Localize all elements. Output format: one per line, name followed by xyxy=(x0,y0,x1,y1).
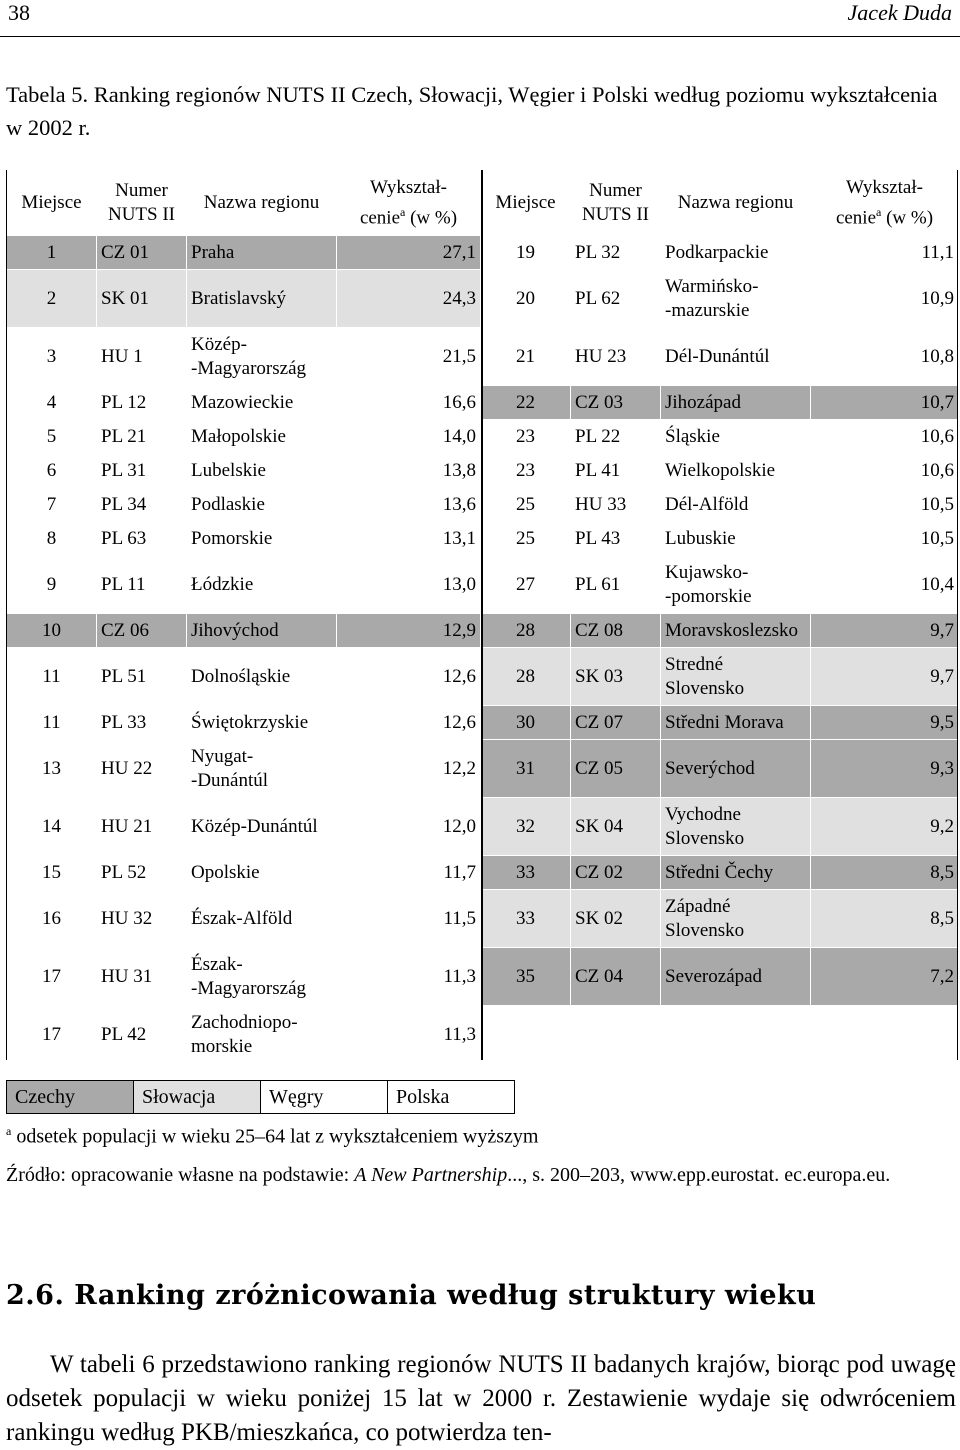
header-miejsce-2: Miejsce xyxy=(481,171,571,236)
cell-nuts-code: SK 03 xyxy=(571,648,661,706)
legend-slowacja: Słowacja xyxy=(134,1081,261,1113)
cell-education-pct: 10,8 xyxy=(811,328,959,386)
cell-education-pct: 10,5 xyxy=(811,488,959,522)
cell-nuts-code: HU 21 xyxy=(97,798,187,856)
cell-rank: 6 xyxy=(7,454,97,488)
table-row xyxy=(7,798,959,856)
cell-region-name: Stredné Slovensko xyxy=(661,648,811,706)
cell-region-name: Západné Slovensko xyxy=(661,890,811,948)
cell-region-name: Severozápad xyxy=(661,948,811,1006)
cell-education-pct: 11,7 xyxy=(337,856,481,890)
cell-rank: 9 xyxy=(7,556,97,614)
header-wyk-line2b: (w %) xyxy=(405,207,458,229)
table-row xyxy=(7,948,959,1006)
table-row xyxy=(7,270,959,328)
cell-nuts-code: PL 42 xyxy=(97,1006,187,1064)
cell-education-pct: 21,5 xyxy=(337,328,481,386)
cell-region-name: Středni Morava xyxy=(661,706,811,740)
cell-education-pct: 14,0 xyxy=(337,420,481,454)
table-row xyxy=(7,740,959,798)
cell-rank: 21 xyxy=(481,328,571,386)
cell-region-name: Bratislavský xyxy=(187,270,337,328)
cell-region-name: Mazowieckie xyxy=(187,386,337,420)
cell-region-name: Jihozápad xyxy=(661,386,811,420)
header-wyk2-line1: Wykształ- xyxy=(846,176,923,198)
cell-nuts-code: PL 62 xyxy=(571,270,661,328)
cell-region-name: Středni Čechy xyxy=(661,856,811,890)
cell-education-pct: 11,3 xyxy=(337,1006,481,1064)
cell-nuts-code: PL 41 xyxy=(571,454,661,488)
cell-education-pct: 16,6 xyxy=(337,386,481,420)
source-prefix: Źródło: opracowanie własne na podstawie: xyxy=(6,1164,355,1186)
cell-nuts-code: PL 61 xyxy=(571,556,661,614)
cell-region-name: Małopolskie xyxy=(187,420,337,454)
cell-education-pct: 13,1 xyxy=(337,522,481,556)
cell-region-name: Moravskoslezsko xyxy=(661,614,811,648)
cell-rank: 14 xyxy=(7,798,97,856)
cell-education-pct: 9,3 xyxy=(811,740,959,798)
table-row xyxy=(7,236,959,270)
cell-education-pct: 13,6 xyxy=(337,488,481,522)
cell-nuts-code: HU 1 xyxy=(97,328,187,386)
cell-rank: 23 xyxy=(481,420,571,454)
cell-region-name: Vychodne Slovensko xyxy=(661,798,811,856)
header-numer-line2: NUTS II xyxy=(107,204,176,225)
cell-education-pct: 27,1 xyxy=(337,236,481,270)
cell-nuts-code: PL 12 xyxy=(97,386,187,420)
header-numer-line1: Numer xyxy=(115,180,168,201)
cell-nuts-code: HU 33 xyxy=(571,488,661,522)
cell-region-name: Pomorskie xyxy=(187,522,337,556)
cell-education-pct: 24,3 xyxy=(337,270,481,328)
cell-nuts-code xyxy=(571,1006,661,1064)
cell-rank xyxy=(481,1006,571,1064)
cell-rank: 27 xyxy=(481,556,571,614)
cell-nuts-code: CZ 02 xyxy=(571,856,661,890)
table-row xyxy=(7,1006,959,1064)
cell-rank: 28 xyxy=(481,614,571,648)
table-row xyxy=(7,454,959,488)
table-row xyxy=(7,420,959,454)
cell-education-pct: 12,6 xyxy=(337,706,481,740)
cell-rank: 23 xyxy=(481,454,571,488)
header-numer-2 xyxy=(571,171,661,236)
cell-rank: 25 xyxy=(481,488,571,522)
header-wyk-line1: Wykształ- xyxy=(370,176,447,198)
cell-nuts-code: PL 52 xyxy=(97,856,187,890)
header-numer-2-line1: Numer xyxy=(589,180,642,201)
cell-region-name: Lubelskie xyxy=(187,454,337,488)
table-row xyxy=(7,328,959,386)
cell-region-name: Dél-Dunántúl xyxy=(661,328,811,386)
cell-rank: 16 xyxy=(7,890,97,948)
cell-region-name: Łódzkie xyxy=(187,556,337,614)
cell-region-name: Warmińsko- -mazurskie xyxy=(661,270,811,328)
body-paragraph: W tabeli 6 przedstawiono ranking regionów NUTS II badanych krajów, biorąc pod uwagę odsetek populacji w wieku poniżej 15 lat w 2000 r. Zestawienie wydaje się odwróceniem rankingu według PKB/mieszkańca, co potwierdza ten- xyxy=(6,1351,956,1446)
table-header-row xyxy=(7,171,959,236)
cell-education-pct: 13,0 xyxy=(337,556,481,614)
cell-rank: 17 xyxy=(7,948,97,1006)
cell-region-name xyxy=(661,1006,811,1064)
cell-education-pct: 12,9 xyxy=(337,614,481,648)
cell-nuts-code: PL 34 xyxy=(97,488,187,522)
cell-nuts-code: CZ 07 xyxy=(571,706,661,740)
table-row xyxy=(7,890,959,948)
cell-nuts-code: SK 01 xyxy=(97,270,187,328)
header-wyk-footnote-marker: a xyxy=(400,204,406,219)
cell-education-pct: 8,5 xyxy=(811,856,959,890)
cell-nuts-code: CZ 01 xyxy=(97,236,187,270)
cell-rank: 7 xyxy=(7,488,97,522)
cell-nuts-code: CZ 08 xyxy=(571,614,661,648)
table-row xyxy=(7,556,959,614)
cell-rank: 2 xyxy=(7,270,97,328)
cell-rank: 25 xyxy=(481,522,571,556)
cell-rank: 3 xyxy=(7,328,97,386)
cell-education-pct: 9,7 xyxy=(811,614,959,648)
cell-nuts-code: HU 22 xyxy=(97,740,187,798)
cell-rank: 19 xyxy=(481,236,571,270)
cell-rank: 20 xyxy=(481,270,571,328)
header-numer-2-line2: NUTS II xyxy=(581,204,650,225)
cell-nuts-code: CZ 03 xyxy=(571,386,661,420)
cell-region-name: Opolskie xyxy=(187,856,337,890)
table-row xyxy=(7,648,959,706)
ranking-table xyxy=(6,170,959,1064)
running-header-author: Jacek Duda xyxy=(847,0,952,25)
cell-region-name: Dolnośląskie xyxy=(187,648,337,706)
cell-education-pct: 9,7 xyxy=(811,648,959,706)
header-miejsce: Miejsce xyxy=(7,171,97,236)
table-row xyxy=(7,614,959,648)
cell-education-pct: 10,9 xyxy=(811,270,959,328)
footnote xyxy=(6,1124,538,1149)
cell-education-pct: 12,2 xyxy=(337,740,481,798)
cell-region-name: Közép- -Magyarország xyxy=(187,328,337,386)
cell-rank: 22 xyxy=(481,386,571,420)
cell-nuts-code: CZ 06 xyxy=(97,614,187,648)
cell-nuts-code: HU 32 xyxy=(97,890,187,948)
cell-rank: 10 xyxy=(7,614,97,648)
cell-region-name: Śląskie xyxy=(661,420,811,454)
section-heading: 2.6. Ranking zróżnicowania według struktury wieku xyxy=(6,1280,817,1311)
cell-nuts-code: HU 31 xyxy=(97,948,187,1006)
cell-rank: 17 xyxy=(7,1006,97,1064)
cell-education-pct: 10,5 xyxy=(811,522,959,556)
table-row xyxy=(7,522,959,556)
cell-nuts-code: PL 21 xyxy=(97,420,187,454)
cell-nuts-code: SK 02 xyxy=(571,890,661,948)
cell-education-pct: 12,0 xyxy=(337,798,481,856)
cell-education-pct xyxy=(811,1006,959,1064)
cell-nuts-code: PL 31 xyxy=(97,454,187,488)
cell-nuts-code: PL 63 xyxy=(97,522,187,556)
cell-nuts-code: PL 11 xyxy=(97,556,187,614)
cell-region-name: Észak- -Magyarország xyxy=(187,948,337,1006)
header-numer xyxy=(97,171,187,236)
cell-nuts-code: CZ 04 xyxy=(571,948,661,1006)
header-nazwa: Nazwa regionu xyxy=(187,171,337,236)
cell-region-name: Praha xyxy=(187,236,337,270)
cell-rank: 35 xyxy=(481,948,571,1006)
cell-rank: 33 xyxy=(481,890,571,948)
cell-education-pct: 10,6 xyxy=(811,454,959,488)
cell-rank: 30 xyxy=(481,706,571,740)
cell-region-name: Észak-Alföld xyxy=(187,890,337,948)
cell-rank: 13 xyxy=(7,740,97,798)
table-row xyxy=(7,706,959,740)
legend-czechy: Czechy xyxy=(7,1081,134,1113)
cell-region-name: Közép-Dunántúl xyxy=(187,798,337,856)
legend xyxy=(6,1080,515,1114)
header-wyk2-line2b: (w %) xyxy=(881,207,934,229)
cell-education-pct: 11,1 xyxy=(811,236,959,270)
cell-nuts-code: PL 33 xyxy=(97,706,187,740)
cell-education-pct: 9,2 xyxy=(811,798,959,856)
cell-region-name: Świętokrzyskie xyxy=(187,706,337,740)
cell-rank: 1 xyxy=(7,236,97,270)
cell-rank: 31 xyxy=(481,740,571,798)
cell-education-pct: 12,6 xyxy=(337,648,481,706)
cell-region-name: Zachodniopo- morskie xyxy=(187,1006,337,1064)
cell-education-pct: 7,2 xyxy=(811,948,959,1006)
source-note xyxy=(6,1160,956,1190)
cell-education-pct: 11,3 xyxy=(337,948,481,1006)
cell-rank: 32 xyxy=(481,798,571,856)
cell-education-pct: 11,5 xyxy=(337,890,481,948)
cell-rank: 8 xyxy=(7,522,97,556)
cell-nuts-code: PL 32 xyxy=(571,236,661,270)
header-nazwa-2: Nazwa regionu xyxy=(661,171,811,236)
source-suffix: ..., s. 200–203, www.epp.eurostat. ec.europa.eu. xyxy=(507,1164,891,1186)
cell-rank: 11 xyxy=(7,706,97,740)
cell-rank: 15 xyxy=(7,856,97,890)
header-wyksztalcenie xyxy=(337,171,481,236)
cell-nuts-code: PL 22 xyxy=(571,420,661,454)
cell-education-pct: 10,6 xyxy=(811,420,959,454)
cell-education-pct: 9,5 xyxy=(811,706,959,740)
cell-rank: 28 xyxy=(481,648,571,706)
table-caption: Tabela 5. Ranking regionów NUTS II Czech, Słowacji, Węgier i Polski według poziomu wykształcenia w 2002 r. xyxy=(6,82,938,140)
cell-nuts-code: SK 04 xyxy=(571,798,661,856)
header-rule xyxy=(0,36,960,37)
table-row xyxy=(7,856,959,890)
cell-region-name: Severýchod xyxy=(661,740,811,798)
cell-nuts-code: PL 43 xyxy=(571,522,661,556)
legend-polska: Polska xyxy=(388,1081,514,1113)
source-title: A New Partnership xyxy=(354,1164,508,1186)
cell-nuts-code: CZ 05 xyxy=(571,740,661,798)
cell-rank: 5 xyxy=(7,420,97,454)
cell-region-name: Kujawsko- -pomorskie xyxy=(661,556,811,614)
legend-wegry: Węgry xyxy=(261,1081,388,1113)
cell-region-name: Podlaskie xyxy=(187,488,337,522)
cell-region-name: Jihovýchod xyxy=(187,614,337,648)
cell-region-name: Nyugat- -Dunántúl xyxy=(187,740,337,798)
header-wyk2-footnote-marker: a xyxy=(876,204,882,219)
cell-region-name: Wielkopolskie xyxy=(661,454,811,488)
cell-education-pct: 8,5 xyxy=(811,890,959,948)
table-row xyxy=(7,386,959,420)
page-number: 38 xyxy=(8,0,30,25)
cell-region-name: Lubuskie xyxy=(661,522,811,556)
cell-rank: 4 xyxy=(7,386,97,420)
cell-education-pct: 13,8 xyxy=(337,454,481,488)
header-wyksztalcenie-2 xyxy=(811,171,959,236)
table-row xyxy=(7,488,959,522)
footnote-marker: a xyxy=(6,1124,12,1138)
cell-education-pct: 10,7 xyxy=(811,386,959,420)
header-wyk2-line2a: cenie xyxy=(835,207,877,229)
cell-rank: 33 xyxy=(481,856,571,890)
header-wyk-line2a: cenie xyxy=(359,207,401,229)
cell-nuts-code: PL 51 xyxy=(97,648,187,706)
cell-region-name: Dél-Alföld xyxy=(661,488,811,522)
cell-nuts-code: HU 23 xyxy=(571,328,661,386)
cell-education-pct: 10,4 xyxy=(811,556,959,614)
cell-region-name: Podkarpackie xyxy=(661,236,811,270)
cell-rank: 11 xyxy=(7,648,97,706)
footnote-text: odsetek populacji w wieku 25–64 lat z wykształceniem wyższym xyxy=(11,1125,539,1148)
